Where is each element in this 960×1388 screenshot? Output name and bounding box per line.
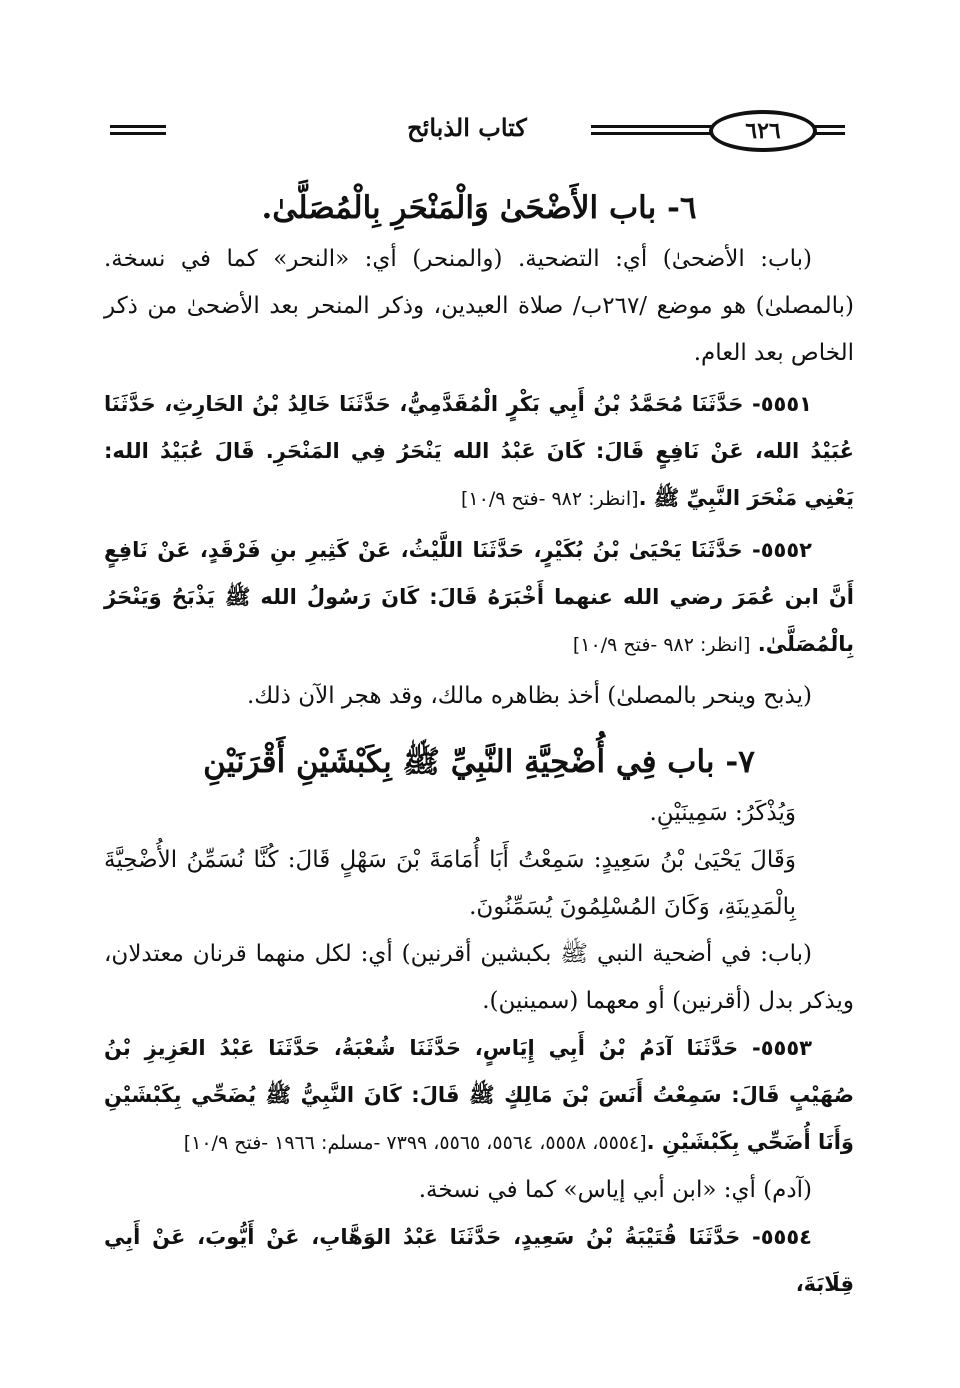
commentary-3: (باب: في أضحية النبي ﷺ بكبشين أقرنين) أي: لكل منهما قرنان معتدلان، ويذكر بدل (أقرنين) أو معهما (سمينين). xyxy=(104,941,854,1014)
page-number: ٦٢٦ xyxy=(709,110,817,152)
page-body xyxy=(104,180,854,1308)
hadith-5552 xyxy=(104,527,854,669)
commentary-2: (يذبح وينحر بالمصلىٰ) أخذ بظاهره مالك، وقد هجر الآن ذلك. xyxy=(246,683,812,709)
hadith-5552-text: ٥٥٥٢- حَدَّثَنَا يَحْيَىٰ بْنُ بُكَيْرٍ، حَدَّثَنَا اللَّيْثُ، عَنْ كَثِيرِ بنِ فَرْقَدٍ، عَنْ نَافِعٍ أَنَّ ابن عُمَرَ رضي الله عنهما أَخْبَرَهُ قَالَ: كَانَ رَسُولُ الله ﷺ يَذْبَحُ وَيَنْحَرُ بِالْمُصَلَّىٰ. xyxy=(104,538,854,656)
commentary-1: (باب: الأضحىٰ) أي: التضحية. (والمنحر) أي: «النحر» كما في نسخة. (بالمصلىٰ) هو موضع /٢٦٧ب/ صلاة العيدين، وذكر المنحر بعد الأضحىٰ من ذكر الخاص بعد العام. xyxy=(104,246,854,366)
header-rule-left xyxy=(110,125,166,135)
chapter-7-matn: وَقَالَ يَحْيَىٰ بْنُ سَعِيدٍ: سَمِعْتُ أَبَا أُمَامَةَ بْنَ سَهْلٍ قَالَ: كُنَّا نُسَمِّنُ الأُضْحِيَّةَ بِالْمَدِينَةِ، وَكَانَ المُسْلِمُونَ يُسَمِّنُونَ. xyxy=(104,847,796,920)
chapter-7-line-2: وَيُذْكَرُ: سَمِينَيْنِ. xyxy=(649,800,796,826)
hadith-5553-text: ٥٥٥٣- حَدَّثَنَا آدَمُ بْنُ أَبِي إِيَاسٍ، حَدَّثَنَا شُعْبَةُ، حَدَّثَنَا عَبْدُ العَزِيزِ بْنُ صُهَيْبٍ قَالَ: سَمِعْتُ أَنَسَ بْنَ مَالِكٍ ﷺ قَالَ: كَانَ النَّبِيُّ ﷺ يُضَحِّي بِكَبْشَيْنِ وَأَنَا أُضَحِّي بِكَبْشَيْنِ . xyxy=(104,1036,854,1154)
hadith-5554: ٥٥٥٤- حَدَّثَنَا قُتَيْبَةُ بْنُ سَعِيدٍ، حَدَّثَنَا عَبْدُ الوَهَّابِ، عَنْ أَيُّوبَ، عَنْ أَبِي قِلَابَةَ، xyxy=(104,1225,854,1296)
hadith-5551-reference: [انظر: ٩٨٢ -فتح ١٠/٩] xyxy=(461,488,639,510)
chapter-6-title: ٦- باب الأَضْحَىٰ وَالْمَنْحَرِ بِالْمُصَلَّىٰ. xyxy=(261,190,697,226)
hadith-5551 xyxy=(104,381,854,523)
book-title: كتاب الذبائح xyxy=(407,113,527,142)
commentary-4: (آدم) أي: «ابن أبي إياس» كما في نسخة. xyxy=(418,1177,812,1203)
hadith-5553 xyxy=(104,1025,854,1167)
chapter-7-title: ٧- باب فِي أُضْحِيَّةِ النَّبِيِّ ﷺ بِكَبْشَيْنِ أَقْرَنَيْنِ xyxy=(203,744,755,780)
hadith-5552-reference: [انظر: ٩٨٢ -فتح ١٠/٩] xyxy=(572,634,751,656)
hadith-5553-reference: [٥٥٥٤، ٥٥٥٨، ٥٥٦٤، ٥٥٦٥، ٧٣٩٩ -مسلم: ١٩٦٦ -فتح ١٠/٩] xyxy=(183,1132,647,1154)
header-rule-middle xyxy=(591,125,711,135)
hadith-5551-text: ٥٥٥١- حَدَّثَنَا مُحَمَّدُ بْنُ أَبِي بَكْرٍ الْمُقَدَّمِيُّ، حَدَّثَنَا خَالِدُ بْنُ الحَارِثِ، حَدَّثَنَا عُبَيْدُ الله، عَنْ نَافِعٍ قَالَ: كَانَ عَبْدُ الله يَنْحَرُ فِي المَنْحَرِ. قَالَ عُبَيْدُ الله: يَعْنِي مَنْحَرَ النَّبِيِّ ﷺ . xyxy=(104,392,854,510)
page-header xyxy=(110,108,845,158)
